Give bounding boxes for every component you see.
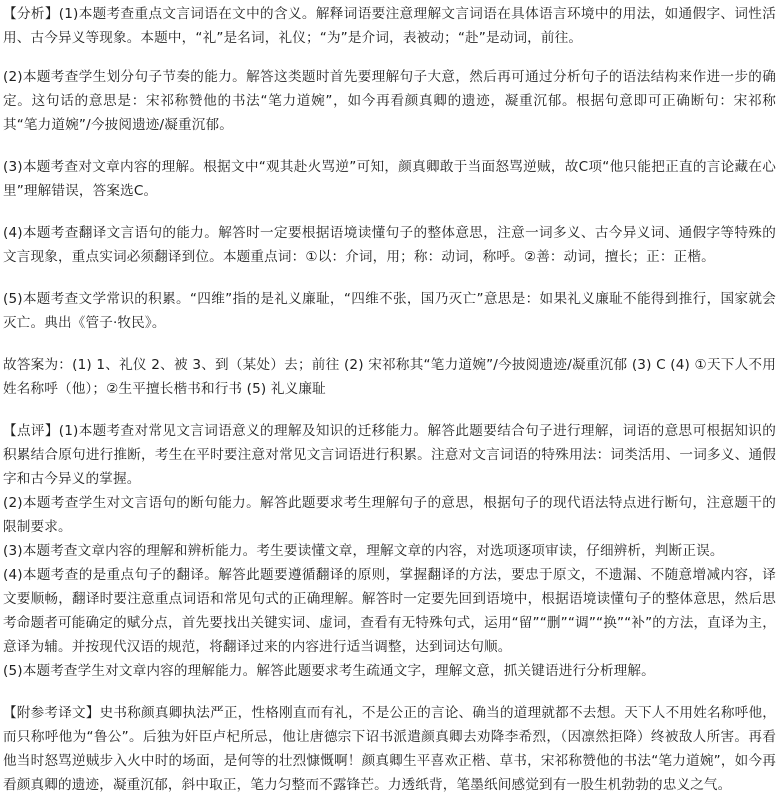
- solution-document: [0, 2, 780, 797]
- comment-part-1: 【点评】(1)本题考查对常见文言词语意义的理解及知识的迁移能力。解答此题要结合句子进行理解，词语的意思可根据知识的积累结合原句进行推断，考生在平时要注意对常见文言词语进行积累。注意对文言词语的特殊用法：词类活用、一词多义、通假字和古今异义的掌握。: [3, 423, 776, 487]
- analysis-part-5: (5)本题考查文学常识的积累。“四维”指的是礼义廉耻，“四维不张，国乃灭亡”意思是：如果礼义廉耻不能得到推行，国家就会灭亡。典出《管子·牧民》。: [3, 291, 776, 331]
- analysis-part-3: (3)本题考查对文章内容的理解。根据文中“观其赴火骂逆”可知，颜真卿敢于当面怒骂逆贼，故C项“他只能把正直的言论藏在心里”理解错误，答案选C。: [3, 159, 776, 199]
- reference-translation: 【附参考译文】史书称颜真卿执法严正，性格刚直而有礼，不是公正的言论、确当的道理就都不去想。天下人不用姓名称呼他，而只称呼他为“鲁公”。后独为奸臣卢杞所忌，他让唐德宗下诏书派遣颜真卿去劝降李希烈，（因凛然拒降）终被敌人所害。再看他当时怒骂逆贼步入火中时的场面，是何等的壮烈慷慨啊！颜真卿生平喜欢正楷、草书，宋祁称赞他的书法“笔力道婉”，如今再看颜真卿的遗迹，凝重沉郁，斜中取正，笔力匀整而不露锋芒。力透纸背，笔墨纸间感觉到有一股生机勃勃的忠义之气。: [3, 705, 776, 793]
- comment-part-3: (3)本题考查文章内容的理解和辨析能力。考生要读懂文章，理解文章的内容，对选项逐项审读，仔细辨析，判断正误。: [3, 543, 724, 559]
- analysis-part-4: (4)本题考查翻译文言语句的能力。解答时一定要根据语境读懂句子的整体意思，注意一词多义、古今异义词、通假字等特殊的文言现象，重点实词必须翻译到位。本题重点词：①以：介词，用；称：动词，称呼。②善：动词，擅长；正：正楷。: [3, 225, 776, 265]
- comment-part-2: (2)本题考查学生对文言语句的断句能力。解答此题要求考生理解句子的意思，根据句子的现代语法特点进行断句，注意题干的限制要求。: [3, 495, 776, 535]
- answer-summary: 故答案为：(1) 1、礼仪 2、被 3、到（某处）去；前往 (2) 宋祁称其“笔力道婉”/今披阅遗迹/凝重沉郁 (3) C (4) ①天下人不用姓名称呼（他）；②生平擅长楷书和行书 (5) 礼义廉耻: [3, 357, 776, 397]
- analysis-part-1: 【分析】(1)本题考查重点文言词语在文中的含义。解释词语要注意理解文言词语在具体语言环境中的用法，如通假字、词性活用、古今异义等现象。本题中，“礼”是名词，礼仪；“为”是介词，表被动；“赴”是动词，前往。: [3, 6, 776, 46]
- comment-part-4: (4)本题考查的是重点句子的翻译。解答此题要遵循翻译的原则，掌握翻译的方法，要忠于原文，不遗漏、不随意增减内容，译文要顺畅，翻译时要注意重点词语和常见句式的正确理解。解答时一定要先回到语境中，根据语境读懂句子的整体意思，然后思考命题者可能确定的赋分点，首先要找出关键实词、虚词，查看有无特殊句式，运用“留”“删”“调”“换”“补”的方法，直译为主，意译为辅。并按现代汉语的规范，将翻译过来的内容进行适当调整，达到词达句顺。: [3, 567, 776, 655]
- comment-part-5: (5)本题考查学生对文章内容的理解能力。解答此题要求考生疏通文字，理解文意，抓关键语进行分析理解。: [3, 663, 655, 679]
- analysis-part-2: (2)本题考查学生划分句子节奏的能力。解答这类题时首先要理解句子大意，然后再可通过分析句子的语法结构来作进一步的确定。这句话的意思是：宋祁称赞他的书法“笔力道婉”，如今再看颜真卿的遗迹，凝重沉郁。根据句意即可正确断句：宋祁称其“笔力道婉”/今披阅遗迹/凝重沉郁。: [3, 69, 776, 133]
